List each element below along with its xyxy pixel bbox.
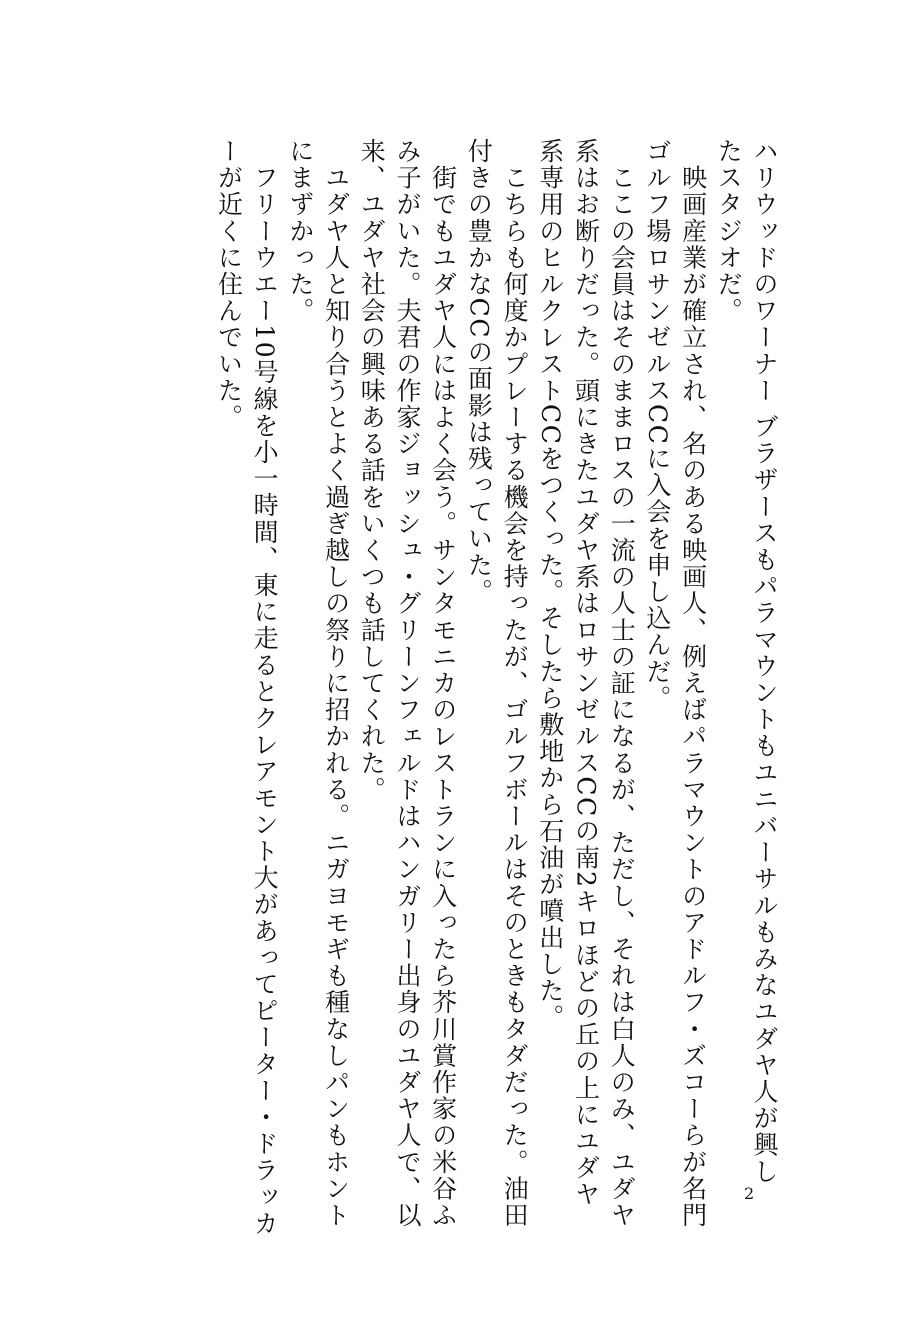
text-line: 映画産業が確立され、名のある映画人、例えばパラマウントのアドルフ・ズコーらが名門 — [678, 138, 708, 1229]
text-line: ゴルフ場ロサンゼルスCCに入会を申し込んだ。 — [642, 138, 672, 712]
text-line: ここの会員はそのままロスの一流の人士の証になるが、ただし、それは白人のみ、ユダヤ — [607, 138, 637, 1229]
text-line: にまずかった。 — [285, 138, 315, 325]
text-line: こちらも何度かプレーする機会を持ったが、ゴルフボールはそのときもタダだった。油田 — [500, 138, 530, 1229]
text-line: 付きの豊かなCCの面影は残っていた。 — [464, 138, 494, 606]
text-line: み子がいた。夫君の作家ジョッシュ・グリーンフェルドはハンガリー出身のユダヤ人で、以 — [392, 138, 422, 1229]
text-line: 系専用のヒルクレストCCをつくった。そしたら敷地から石油が噴出した。 — [535, 138, 565, 1031]
text-line: ユダヤ人と知り合うとよく過ぎ越しの祭りに招かれる。ニガヨモギも種なしパンもホント — [321, 138, 351, 1229]
text-line: フリーウエー10号線を小一時間、東に走るとクレアモント大があってピーター・ドラッカ — [250, 138, 280, 1238]
text-line: ーが近くに住んでいた。 — [214, 138, 244, 431]
text-line: 来、ユダヤ社会の興味ある話をいくつも話してくれた。 — [357, 138, 387, 803]
text-line: たスタジオだ。 — [714, 138, 744, 325]
text-line: 街でもユダヤ人にはよく会う。サンタモニカのレストランに入ったら芥川賞作家の米谷ふ — [428, 138, 458, 1229]
page-number: 2 — [744, 1184, 755, 1203]
text-line: ハリウッドのワーナー ブラザースもパラマウントもユニバーサルもみなユダヤ人が興し — [750, 138, 779, 1185]
body-text — [211, 138, 782, 1238]
text-line: 系はお断りだった。頭にきたユダヤ系はロサンゼルスCCの南2キロほどの丘の上にユダヤ — [571, 138, 601, 1208]
